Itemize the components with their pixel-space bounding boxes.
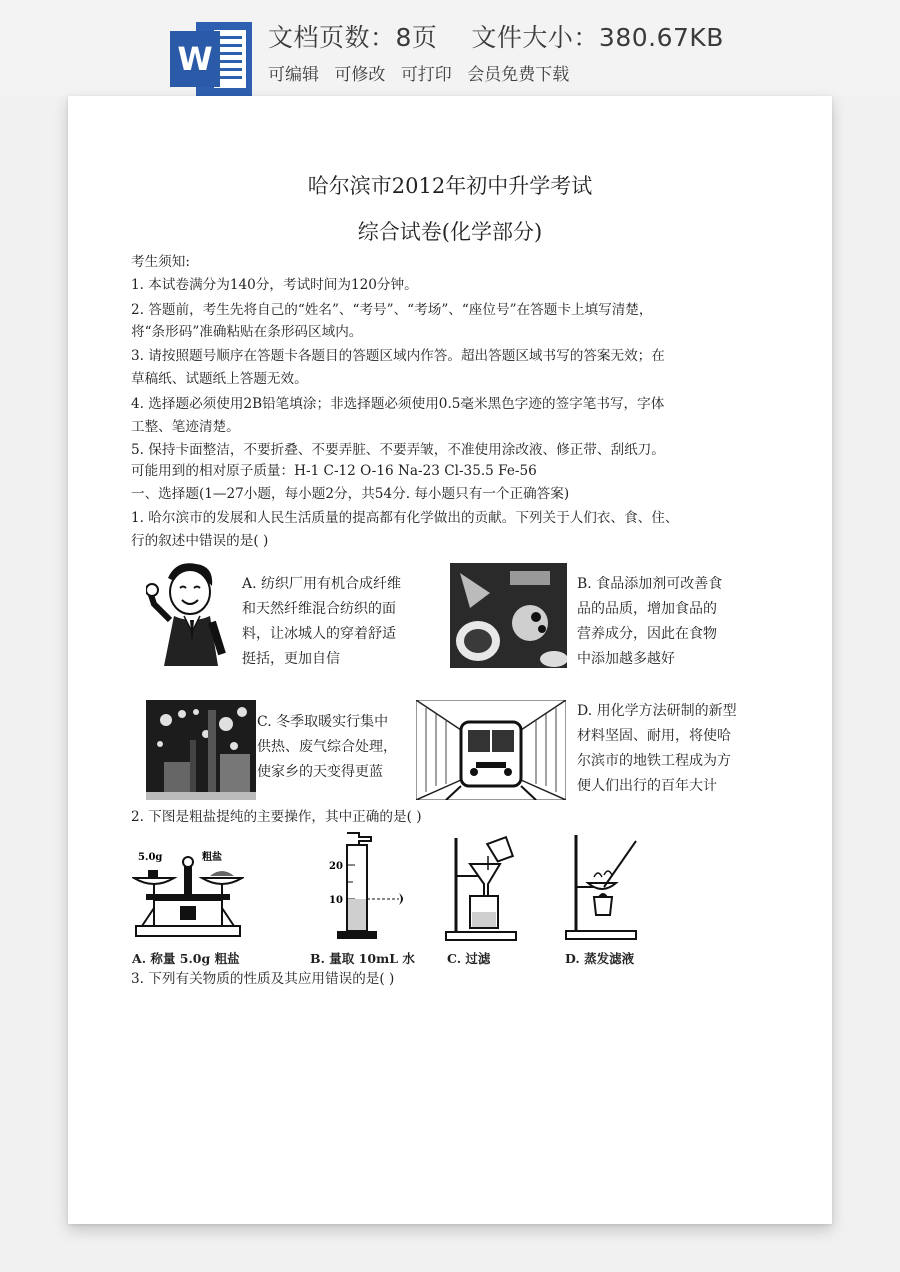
notice-heading: 考生须知: [131, 254, 190, 270]
option-b-text: B. 食品添加剂可改善食 品的品质，增加食品的 营养成分，因此在食物 中添加越多越好 [577, 576, 723, 667]
option-d-text: D. 用化学方法研制的新型 材料坚固、耐用，将使哈 尔滨市的地铁工程成为方 便人们出行的百年大计 [577, 703, 737, 794]
cylinder-tick-20: 20 [329, 861, 343, 872]
evaporation-figure [564, 833, 640, 943]
word-document-icon [170, 22, 252, 96]
balance-right-label: 粗盐 [202, 852, 222, 863]
editable-tag: 可编辑 [268, 65, 319, 85]
option-c-text: C. 冬季取暖实行集中 供热、废气综合处理， 使家乡的天变得更蓝 [257, 714, 397, 780]
filtration-figure [444, 836, 520, 944]
graduated-cylinder-figure [323, 831, 413, 943]
notice-line: 3. 请按照题号顺序在答题卡各题目的答题区域内作答。超出答题区域书写的答案无效；在 [131, 348, 665, 364]
notice-line: 将“条形码”准确粘贴在条形码区域内。 [131, 324, 363, 340]
question-1-stem: 行的叙述中错误的是( ) [131, 533, 269, 549]
document-info [268, 18, 724, 85]
cylinder-tick-10: 10 [329, 895, 343, 906]
q2-option-a-caption: A. 称量 5.0g 粗盐 [132, 951, 240, 966]
notice-line: 2. 答题前，考生先将自己的“姓名”、“考号”、“考场”、“座位号”在答题卡上填写清楚， [131, 302, 653, 318]
document-page [68, 96, 832, 1224]
question-3-stem: 3. 下列有关物质的性质及其应用错误的是( ) [131, 971, 395, 987]
exam-title: 哈尔滨市2012年初中升学考试 [307, 174, 593, 198]
file-size: 文件大小：380.67KB [471, 23, 724, 52]
question-2-stem: 2. 下图是粗盐提纯的主要操作，其中正确的是( ) [131, 809, 422, 825]
notice-line: 工整、笔迹清楚。 [131, 419, 240, 435]
svg-text:W: W [177, 40, 213, 78]
section-heading: 一、选择题(1—27小题，每小题2分，共54分. 每小题只有一个正确答案) [131, 486, 570, 502]
option-a-text: A. 纺织厂用有机合成纤维 和天然纤维混合纺织的面 料，让冰城人的穿着舒适 挺括，更加自信 [242, 576, 402, 667]
atomic-masses: 可能用到的相对原子质量：H-1 C-12 O-16 Na-23 Cl-35.5 Fe-56 [131, 463, 537, 479]
balance-scale-figure [132, 848, 244, 944]
question-1-stem: 1. 哈尔滨市的发展和人民生活质量的提高都有化学做出的贡献。下列关于人们衣、食、住、 [131, 510, 679, 526]
modifiable-tag: 可修改 [334, 65, 386, 85]
q2-option-c-caption: C. 过滤 [447, 951, 491, 966]
member-download-link[interactable]: 会员免费下载 [467, 65, 570, 85]
q2-option-d-caption: D. 蒸发滤液 [565, 951, 635, 966]
download-banner [0, 0, 900, 96]
notice-line: 1. 本试卷满分为140分，考试时间为120分钟。 [131, 277, 418, 293]
cartoon-man-image [146, 558, 232, 666]
balance-left-label: 5.0g [138, 852, 163, 863]
printable-tag: 可打印 [400, 65, 452, 85]
food-additive-image [450, 563, 567, 668]
q2-option-b-caption: B. 量取 10mL 水 [310, 951, 415, 966]
heating-plant-image [146, 700, 256, 800]
exam-subtitle: 综合试卷(化学部分) [357, 220, 543, 244]
notice-line: 草稿纸、试题纸上答题无效。 [131, 371, 308, 387]
notice-line: 5. 保持卡面整洁，不要折叠、不要弄脏、不要弄皱，不准使用涂改液、修正带、刮纸刀。 [131, 442, 665, 458]
notice-line: 4. 选择题必须使用2B铅笔填涂；非选择题必须使用0.5毫米黑色字迹的签字笔书写，字体 [131, 396, 665, 412]
page-count: 文档页数：8页 [268, 23, 438, 52]
subway-train-image [416, 700, 566, 800]
